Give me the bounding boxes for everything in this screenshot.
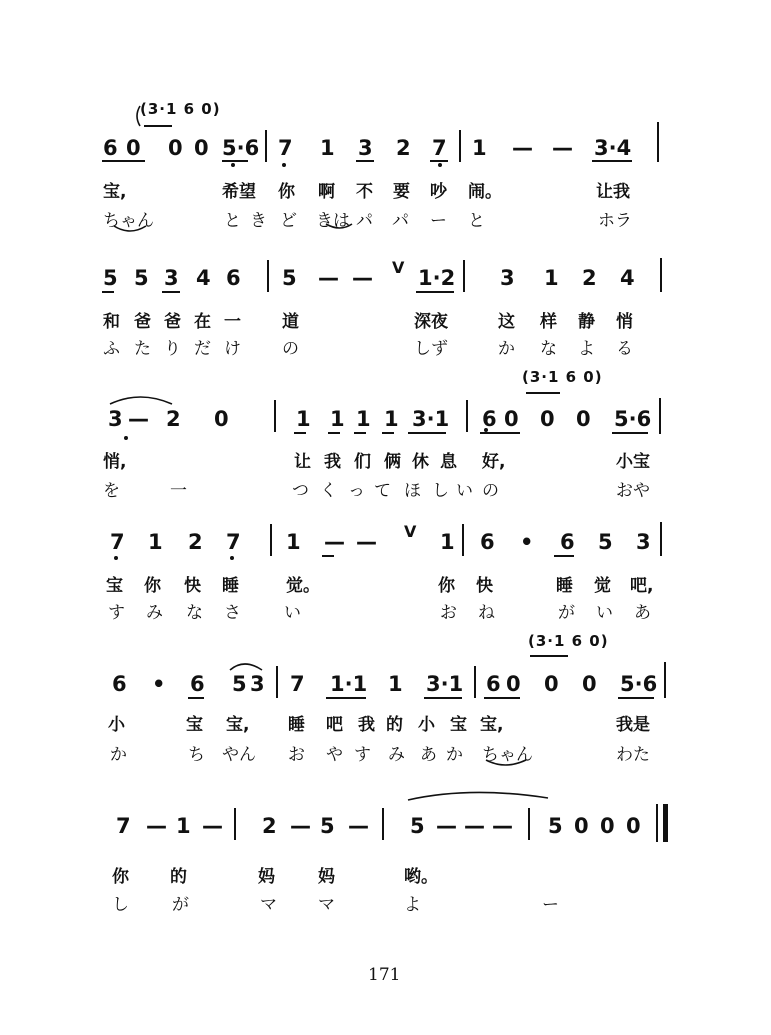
note: 2 — [582, 266, 597, 290]
lyric: 小 — [108, 715, 125, 735]
lyric: ちゃん — [103, 211, 154, 231]
lyric: 在 — [194, 312, 211, 332]
lyric: い — [456, 481, 473, 501]
lyric: 休 — [412, 452, 429, 472]
note: 3 — [250, 672, 265, 696]
lyric: 希望 — [222, 182, 256, 202]
note: 5·6 — [614, 407, 652, 431]
lyric: く — [320, 481, 337, 501]
japanese-lyrics — [0, 598, 771, 628]
lyric: 宝, — [480, 715, 504, 735]
note: — — [352, 266, 373, 290]
note: 5 — [548, 814, 563, 838]
lyric: お — [440, 603, 457, 623]
notation-row — [0, 136, 771, 166]
note: 1·1 — [330, 672, 368, 696]
chinese-lyrics — [0, 710, 771, 740]
note: 6 — [480, 530, 495, 554]
lyric: 吵 — [430, 182, 447, 202]
note: • — [152, 672, 166, 696]
lyric: が — [172, 895, 189, 915]
lyric: 宝 — [106, 576, 123, 596]
lyric: マ — [318, 895, 335, 915]
lyric: 息 — [440, 452, 457, 472]
barline — [274, 400, 276, 432]
barline — [267, 260, 269, 292]
lyric: 吧, — [630, 576, 654, 596]
barline — [660, 258, 662, 292]
lyric: わた — [616, 745, 650, 765]
lyric: 宝 — [186, 715, 203, 735]
lyric: か — [446, 745, 463, 765]
lyric: よ — [404, 895, 421, 915]
note: 1 — [384, 407, 399, 431]
lyric: 小 — [418, 715, 435, 735]
note: 7 — [110, 530, 125, 554]
note: 0 — [214, 407, 229, 431]
note: 5 — [134, 266, 149, 290]
lyric: り — [164, 339, 181, 359]
lyric: 觉 — [594, 576, 611, 596]
note: — — [324, 530, 345, 554]
lyric: す — [108, 603, 125, 623]
note: 2 — [396, 136, 411, 160]
note: 6 — [560, 530, 575, 554]
slur — [230, 664, 262, 670]
note: 7 — [290, 672, 305, 696]
note: 5·6 — [222, 136, 260, 160]
note: 0 — [540, 407, 555, 431]
lyric: き — [250, 211, 267, 231]
lyric: あ — [634, 603, 651, 623]
note: 1 — [320, 136, 335, 160]
lyric: あ — [420, 745, 437, 765]
note: 0 — [194, 136, 209, 160]
barline — [660, 522, 662, 556]
lyric: と — [224, 211, 241, 231]
lyric: 妈 — [318, 867, 335, 887]
lyric: 悄 — [616, 312, 633, 332]
lyric: 妈 — [258, 867, 275, 887]
lyric: け — [224, 339, 241, 359]
lyric: い — [284, 603, 301, 623]
lyric: 你 — [278, 182, 295, 202]
final-barline-thin — [656, 804, 658, 842]
note: 0 — [600, 814, 615, 838]
japanese-lyrics — [0, 740, 771, 770]
note: 5 — [282, 266, 297, 290]
lyric: 一 — [224, 312, 241, 332]
lyric: す — [354, 745, 371, 765]
lyric: 睡 — [288, 715, 305, 735]
barline — [474, 666, 476, 698]
note: — — [464, 814, 485, 838]
lyric: ちゃん — [482, 745, 533, 765]
japanese-lyrics — [0, 890, 771, 920]
note: 2 — [166, 407, 181, 431]
lyric: 快 — [476, 576, 493, 596]
lyric: 吧 — [326, 715, 343, 735]
note: 1 — [148, 530, 163, 554]
note: 0 — [506, 672, 521, 696]
note: 0 — [168, 136, 183, 160]
note: 0 — [574, 814, 589, 838]
lyric: ね — [478, 603, 495, 623]
note: 5 — [232, 672, 247, 696]
note: 0 — [582, 672, 597, 696]
lyric: 这 — [498, 312, 515, 332]
barline — [382, 808, 384, 840]
lyric: やん — [222, 745, 256, 765]
note: — — [552, 136, 573, 160]
barline — [276, 666, 278, 698]
lyric: 道 — [282, 312, 299, 332]
lyric: ほ — [404, 481, 421, 501]
note: 3 — [358, 136, 373, 160]
note: 2 — [262, 814, 277, 838]
note: — — [436, 814, 457, 838]
slur — [110, 397, 172, 404]
note: — — [512, 136, 533, 160]
note: 5 — [410, 814, 425, 838]
note: 1 — [330, 407, 345, 431]
lyric: と — [468, 211, 485, 231]
chinese-lyrics — [0, 307, 771, 337]
lyric: 不 — [356, 182, 373, 202]
notation-row — [0, 258, 771, 296]
lyric: 我 — [358, 715, 375, 735]
lyric: 你 — [438, 576, 455, 596]
note: — — [146, 814, 167, 838]
note: 4 — [196, 266, 211, 290]
note: • — [520, 530, 534, 554]
lyric: だ — [194, 339, 211, 359]
note: 0 — [504, 407, 519, 431]
note: 6 — [190, 672, 205, 696]
note: 3·1 — [426, 672, 464, 696]
lyric: お — [288, 745, 305, 765]
barline — [462, 524, 464, 556]
note: 6 — [112, 672, 127, 696]
note: 1 — [296, 407, 311, 431]
japanese-lyrics — [0, 334, 771, 364]
lyric: 觉。 — [286, 576, 320, 596]
note: — — [492, 814, 513, 838]
lyric: み — [146, 603, 163, 623]
note: 7 — [278, 136, 293, 160]
lyric: 让我 — [596, 182, 630, 202]
lyric: 要 — [393, 182, 410, 202]
note: 1 — [472, 136, 487, 160]
note: 0 — [126, 136, 141, 160]
lyric: 和 — [103, 312, 120, 332]
notation-row — [0, 407, 771, 437]
chinese-lyrics — [0, 177, 771, 207]
note: 1 — [440, 530, 455, 554]
note: 5 — [103, 266, 118, 290]
page-number: 171 — [368, 965, 401, 985]
note: 7 — [226, 530, 241, 554]
slur — [408, 792, 548, 800]
note: — — [202, 814, 223, 838]
note: — — [356, 530, 377, 554]
note: 1 — [544, 266, 559, 290]
lyric: が — [558, 603, 575, 623]
note: 1 — [286, 530, 301, 554]
lyric: 宝, — [103, 182, 127, 202]
final-barline-thick — [663, 804, 668, 842]
note: — — [128, 407, 149, 431]
note: 0 — [544, 672, 559, 696]
lyric: 小宝 — [616, 452, 650, 472]
note: — — [318, 266, 339, 290]
note: 7 — [116, 814, 131, 838]
note: 7 — [432, 136, 447, 160]
lyric: 啊 — [318, 182, 335, 202]
lyric: い — [596, 603, 613, 623]
note: — — [348, 814, 369, 838]
note: 5·6 — [620, 672, 658, 696]
lyric: 们 — [354, 452, 371, 472]
note: 1·2 — [418, 266, 456, 290]
note: 3 — [636, 530, 651, 554]
lyric: きは — [316, 211, 350, 231]
lyric: や — [326, 745, 343, 765]
note: 3 — [164, 266, 179, 290]
breath-mark: V — [404, 522, 417, 541]
note: 1 — [388, 672, 403, 696]
note: 4 — [620, 266, 635, 290]
lyric: 你 — [144, 576, 161, 596]
barline — [657, 122, 659, 162]
japanese-lyrics — [0, 476, 771, 506]
lyric: っ — [348, 481, 365, 501]
barline — [234, 808, 236, 840]
lyric: た — [134, 339, 151, 359]
note: 5 — [320, 814, 335, 838]
lyric: 哟。 — [404, 867, 438, 887]
lyric: 爸 — [134, 312, 151, 332]
lyric: 好, — [482, 452, 506, 472]
note: 0 — [576, 407, 591, 431]
barline — [466, 400, 468, 432]
lyric: 睡 — [222, 576, 239, 596]
lyric: 闹。 — [468, 182, 502, 202]
barline — [659, 398, 661, 434]
lyric: 静 — [578, 312, 595, 332]
note: 3·1 — [412, 407, 450, 431]
lyric: の — [482, 481, 499, 501]
lyric: ふ — [103, 339, 120, 359]
lyric: よ — [578, 339, 595, 359]
note: 6 — [103, 136, 118, 160]
lyric: 我 — [324, 452, 341, 472]
barline — [270, 524, 272, 556]
lyric: か — [110, 745, 127, 765]
note: 5 — [598, 530, 613, 554]
note: 3 — [108, 407, 123, 431]
breath-mark: V — [392, 258, 405, 277]
note: 6 — [226, 266, 241, 290]
lyric: 样 — [540, 312, 557, 332]
lyric: ホラ — [598, 211, 632, 231]
lyric: な — [540, 339, 557, 359]
note: 0 — [626, 814, 641, 838]
note: 2 — [188, 530, 203, 554]
notation-row — [0, 522, 771, 560]
lyric: の — [282, 339, 299, 359]
lyric: ど — [280, 211, 297, 231]
barline — [528, 808, 530, 840]
lyric: ー — [542, 895, 559, 915]
note: — — [290, 814, 311, 838]
lyric: パ — [356, 211, 373, 231]
barline — [265, 130, 267, 162]
lyric: ち — [188, 745, 205, 765]
lyric: 宝 — [450, 715, 467, 735]
lyric: パ — [392, 211, 409, 231]
lyric: て — [374, 481, 391, 501]
lyric: しず — [414, 339, 448, 359]
lyric: 我是 — [616, 715, 650, 735]
lyric: 快 — [184, 576, 201, 596]
lyric: 睡 — [556, 576, 573, 596]
lyric: さ — [224, 603, 241, 623]
lyric: な — [186, 603, 203, 623]
lyric: 俩 — [384, 452, 401, 472]
lyric: 你 — [112, 867, 129, 887]
note: 6 — [486, 672, 501, 696]
lyric: 的 — [386, 715, 403, 735]
grace-ornament: (3·1 6 0) — [522, 368, 603, 386]
barline — [664, 662, 666, 698]
lyric: し — [432, 481, 449, 501]
lyric: し — [112, 895, 129, 915]
lyric: おや — [616, 481, 650, 501]
lyric: 的 — [170, 867, 187, 887]
chinese-lyrics — [0, 571, 771, 601]
grace-ornament: (3·1 6 0) — [528, 632, 609, 650]
barline — [459, 130, 461, 162]
grace-ornament: (3·1 6 0) — [140, 100, 221, 118]
lyric: 一 — [170, 481, 187, 501]
note: 1 — [356, 407, 371, 431]
lyric: を — [103, 481, 120, 501]
note: 3·4 — [594, 136, 632, 160]
lyric: 爸 — [164, 312, 181, 332]
notation-row — [0, 672, 771, 702]
lyric: み — [388, 745, 405, 765]
chinese-lyrics — [0, 862, 771, 892]
lyric: つ — [292, 481, 309, 501]
lyric: マ — [260, 895, 277, 915]
japanese-lyrics — [0, 206, 771, 236]
lyric: ー — [430, 211, 447, 231]
lyric: 深夜 — [414, 312, 448, 332]
note: 6 — [482, 407, 497, 431]
note: 3 — [500, 266, 515, 290]
lyric: る — [616, 339, 633, 359]
lyric: 宝, — [226, 715, 250, 735]
lyric: か — [498, 339, 515, 359]
note: 1 — [176, 814, 191, 838]
lyric: 让 — [294, 452, 311, 472]
lyric: 悄, — [103, 452, 127, 472]
chinese-lyrics — [0, 447, 771, 477]
barline — [463, 260, 465, 292]
